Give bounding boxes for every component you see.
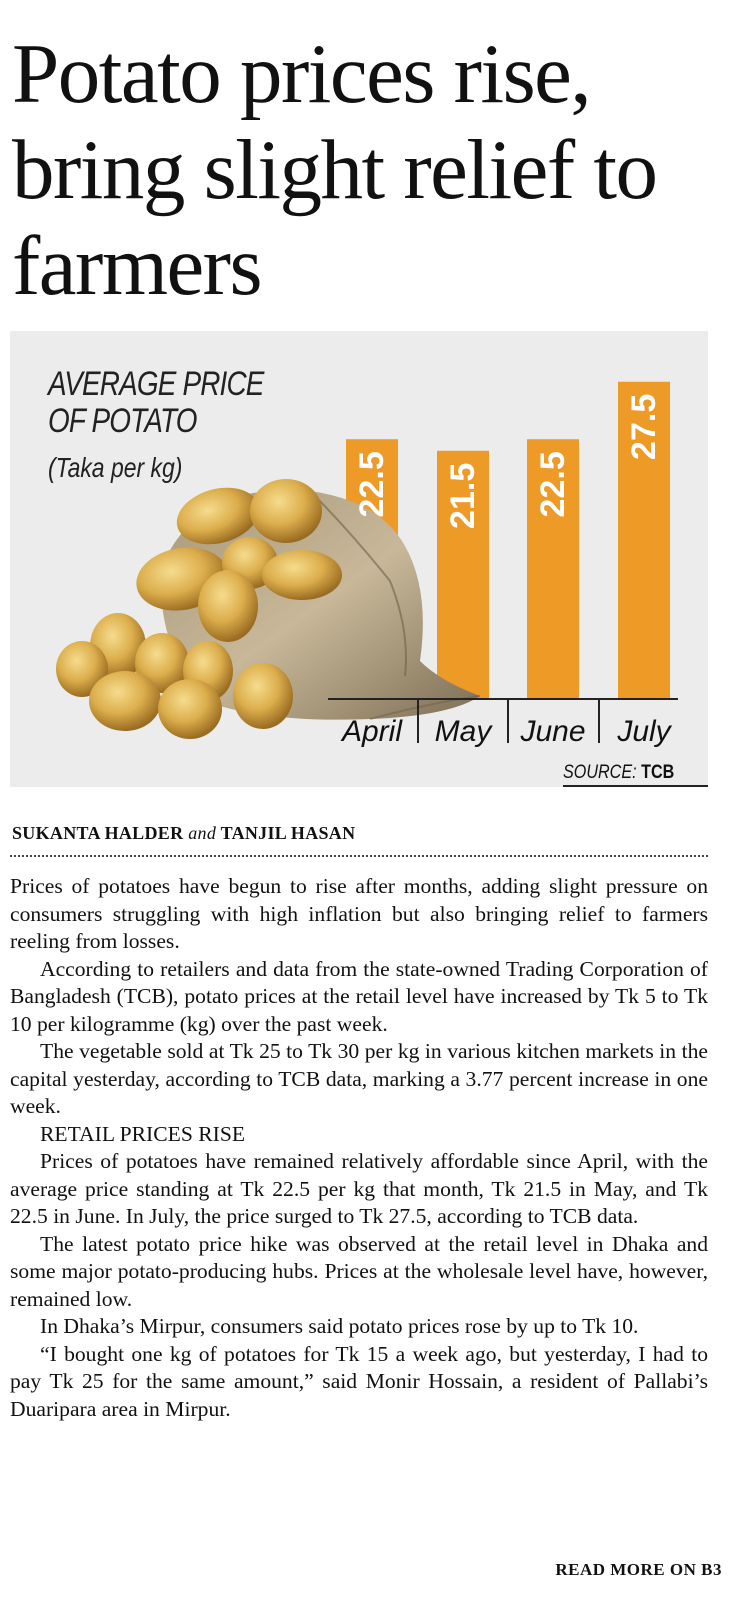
- x-tick-label: July: [617, 715, 671, 748]
- chart-title: [48, 366, 264, 440]
- bar-value-label: 27.5: [625, 393, 663, 460]
- byline-joiner: and: [188, 823, 217, 843]
- byline-divider: [10, 855, 708, 857]
- paragraph-6: In Dhaka’s Mirpur, consumers said potato prices rose by up to Tk 10.: [40, 1314, 639, 1338]
- paragraph-2: According to retailers and data from the state-owned Trading Corporation of Bangladesh (TCB), potato prices at the retail level have increased by Tk 5 to Tk 10 per kilogramme (kg) over the past week.: [10, 956, 708, 1036]
- source-label: SOURCE:: [563, 762, 637, 783]
- paragraph-3: The vegetable sold at Tk 25 to Tk 30 per kg in various kitchen markets in the capital yesterday, according to TCB data, marking a 3.77 percent increase in one week.: [10, 1039, 708, 1118]
- x-tick-label: April: [341, 715, 403, 748]
- x-tick-label: June: [520, 715, 586, 748]
- chart-unit-label: (Taka per kg): [48, 452, 183, 483]
- source-name: TCB: [641, 762, 675, 783]
- paragraph-5: The latest potato price hike was observed at the retail level in Dhaka and some major potato-producing hubs. Prices at the wholesale level have, however, remained low.: [10, 1231, 708, 1311]
- x-tick-label: May: [434, 715, 492, 748]
- chart-title-line-1: AVERAGE PRICE: [48, 365, 264, 403]
- bar-value-label: 22.5: [534, 451, 572, 518]
- subheading: RETAIL PRICES RISE: [40, 1121, 246, 1146]
- headline: Potato prices rise, bring slight relief to farmers: [12, 27, 657, 313]
- author-1: SUKANTA HALDER: [12, 823, 184, 843]
- bar-value-label: 21.5: [444, 462, 482, 529]
- article-body: [10, 873, 708, 1423]
- paragraph-7: “I bought one kg of potatoes for Tk 15 a week ago, but yesterday, I had to pay Tk 25 for the same amount,” said Monir Hossain, a resident of Pallabi’s Duaripara area in Mirpur.: [10, 1341, 708, 1421]
- paragraph-1: Prices of potatoes have begun to rise after months, adding slight pressure on consumers struggling with high inflation but also bringing relief to farmers reeling from losses.: [10, 874, 708, 953]
- chart-source: [563, 762, 674, 784]
- bar-value-label: 22.5: [353, 451, 391, 518]
- paragraph-4: Prices of potatoes have remained relatively affordable since April, with the average price standing at Tk 22.5 per kg that month, Tk 21.5 in May, and Tk 22.5 in June. In July, the price surged to Tk 27.5, according to TCB data.: [10, 1149, 708, 1228]
- author-2: TANJIL HASAN: [220, 823, 356, 843]
- source-underline: [563, 785, 708, 787]
- byline: [12, 823, 355, 844]
- read-more-link[interactable]: READ MORE ON B3: [555, 1560, 722, 1579]
- chart-title-line-2: OF POTATO: [48, 402, 197, 440]
